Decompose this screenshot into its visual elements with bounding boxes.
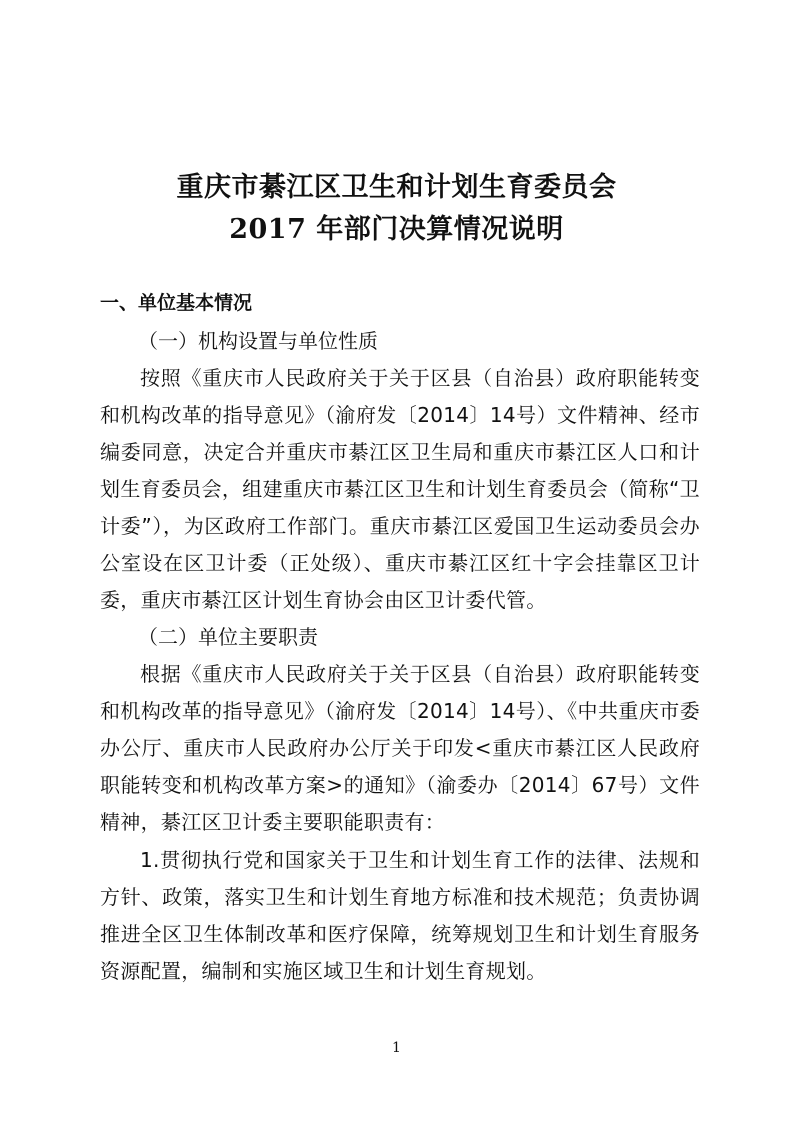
paragraph-duty-item-1: 1.贯彻执行党和国家关于卫生和计划生育工作的法律、法规和方针、政策，落实卫生和计划生育地方标准和技术规范；负责协调推进全区卫生体制改革和医疗保障，统筹规划卫生和计划生育服务资源配置，编制和实施区域卫生和计划生育规划。 [100, 848, 700, 983]
document-title-line1: 重庆市綦江区卫生和计划生育委员会 [176, 172, 617, 203]
paragraph-duties-basis: 根据《重庆市人民政府关于关于区县（自治县）政府职能转变和机构改革的指导意见》（渝府发〔2014〕14号）、《中共重庆市委办公厅、重庆市人民政府办公厅关于印发<重庆市綦江区人民政府职能转变和机构改革方案>的通知》（渝委办〔2014〕67号）文件精神，綦江区卫计委主要职能职责有： [100, 662, 700, 834]
subsection-heading-duties: （二）单位主要职责 [138, 625, 318, 649]
page-number: 1 [392, 1040, 401, 1056]
paragraph-organization: 按照《重庆市人民政府关于关于区县（自治县）政府职能转变和机构改革的指导意见》（渝府发〔2014〕14号）文件精神、经市编委同意，决定合并重庆市綦江区卫生局和重庆市綦江区人口和计划生育委员会，组建重庆市綦江区卫生和计划生育委员会（简称“卫计委”），为区政府工作部门。重庆市綦江区爱国卫生运动委员会办公室设在区卫计委（正处级）、重庆市綦江区红十字会挂靠区卫计委，重庆市綦江区计划生育协会由区卫计委代管。 [100, 366, 700, 612]
section-heading-basic-info: 一、单位基本情况 [100, 292, 253, 314]
document-title-line2: 2017 年部门决算情况说明 [229, 214, 564, 245]
subsection-heading-organization: （一）机构设置与单位性质 [138, 329, 378, 353]
